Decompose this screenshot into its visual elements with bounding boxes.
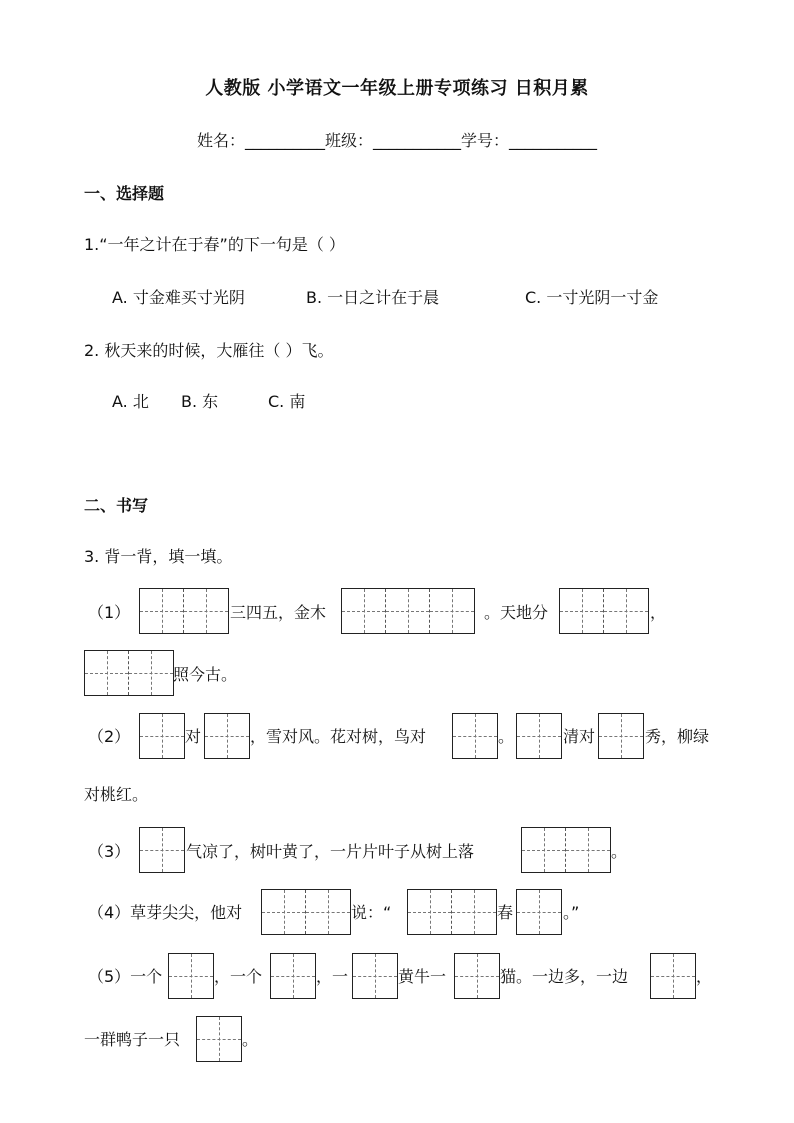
writing-grid-2c[interactable] — [452, 713, 498, 759]
page-title: 人教版 小学语文一年级上册专项练习 日积月累 — [205, 78, 589, 99]
writing-grid-3a[interactable] — [139, 827, 185, 873]
writing-grid-2b[interactable] — [204, 713, 250, 759]
item-1-text-4: 照今古。 — [173, 665, 238, 684]
writing-grid-2d[interactable] — [516, 713, 562, 759]
item-3-text-2: 。 — [611, 842, 628, 861]
item-5-number: （5）一个 — [88, 967, 163, 986]
writing-grid-1b[interactable] — [341, 588, 475, 634]
writing-grid-5e[interactable] — [650, 953, 696, 999]
item-5-text-6: 一群鸭子一只 — [84, 1030, 181, 1049]
item-1-text-2: 。天地分 — [484, 603, 549, 622]
question-2-option-b[interactable]: B. 东 — [181, 392, 219, 411]
writing-grid-5d[interactable] — [454, 953, 500, 999]
item-1-text-1: 三四五，金木 — [230, 603, 327, 622]
item-2-text-1: 对 — [185, 727, 202, 746]
item-4-text-1: 说：“ — [351, 903, 392, 922]
question-1-option-b[interactable]: B. 一日之计在于晨 — [306, 288, 440, 307]
writing-grid-4c[interactable] — [516, 889, 562, 935]
item-5-text-1: ，一个 — [214, 967, 263, 986]
item-2-text-4: 清对 — [563, 727, 596, 746]
item-3-number: （3） — [88, 842, 131, 861]
item-3-text-1: 气凉了，树叶黄了，一片片叶子从树上落 — [186, 842, 475, 861]
item-2-text-3: 。 — [498, 727, 515, 746]
student-info-line: 姓名：__________班级：___________学号：___________ — [196, 131, 597, 150]
item-5-text-4: 猫。一边多，一边 — [500, 967, 629, 986]
item-4-number: （4）草芽尖尖，他对 — [88, 903, 243, 922]
question-2-stem: 2. 秋天来的时候，大雁往（ ）飞。 — [84, 341, 334, 360]
item-5-text-2: ，一 — [316, 967, 349, 986]
section-heading-writing: 二、书写 — [84, 496, 149, 515]
question-2-option-c[interactable]: C. 南 — [268, 392, 306, 411]
writing-grid-5a[interactable] — [168, 953, 214, 999]
writing-grid-4a[interactable] — [261, 889, 351, 935]
writing-grid-3b[interactable] — [521, 827, 611, 873]
item-5-text-5: ， — [696, 967, 713, 986]
item-4-text-3: 。” — [563, 903, 580, 922]
writing-grid-2a[interactable] — [139, 713, 185, 759]
writing-grid-1c[interactable] — [559, 588, 649, 634]
item-2-number: （2） — [88, 727, 131, 746]
writing-grid-5f[interactable] — [196, 1016, 242, 1062]
item-2-text-2: ，雪对风。花对树，鸟对 — [250, 727, 427, 746]
item-1-number: （1） — [88, 603, 131, 622]
writing-grid-1d[interactable] — [84, 650, 174, 696]
question-3-stem: 3. 背一背，填一填。 — [84, 547, 233, 566]
writing-grid-5c[interactable] — [352, 953, 398, 999]
item-5-text-3: 黄牛一 — [398, 967, 447, 986]
question-2-option-a[interactable]: A. 北 — [112, 392, 149, 411]
question-1-stem: 1.“一年之计在于春”的下一句是（ ） — [84, 235, 345, 254]
item-4-text-2: 春 — [497, 903, 514, 922]
section-heading-choice: 一、选择题 — [84, 184, 165, 203]
writing-grid-1a[interactable] — [139, 588, 229, 634]
writing-grid-5b[interactable] — [270, 953, 316, 999]
item-2-text-5: 秀，柳绿 — [645, 727, 710, 746]
writing-grid-4b[interactable] — [407, 889, 497, 935]
question-1-option-c[interactable]: C. 一寸光阴一寸金 — [525, 288, 659, 307]
question-1-option-a[interactable]: A. 寸金难买寸光阴 — [112, 288, 245, 307]
item-1-text-3: ， — [650, 603, 667, 622]
item-2-text-6: 对桃红。 — [84, 785, 149, 804]
writing-grid-2e[interactable] — [598, 713, 644, 759]
item-5-text-7: 。 — [242, 1030, 259, 1049]
